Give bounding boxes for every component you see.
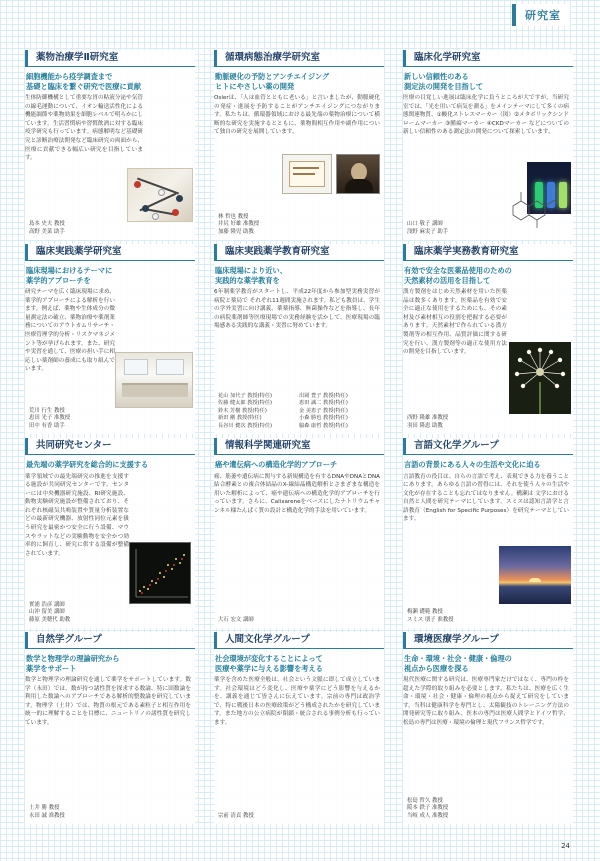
staff-member: 花山 加代子 教授(特任) bbox=[218, 392, 273, 399]
lab-card-joint-research-center bbox=[25, 438, 195, 628]
lab-staff: 土井 勝 教授 永田 誠 准教授 bbox=[29, 805, 65, 819]
lab-subtitle: 動脈硬化の予防とアンチエイジング ヒトにやさしい薬の開発 bbox=[215, 72, 330, 91]
staff-member: 金 美恵子 教授(特任) bbox=[299, 407, 348, 414]
molecule-model-photo bbox=[127, 168, 193, 222]
lab-card-circulatory bbox=[214, 50, 384, 240]
lab-title: 臨床薬学実務教育研究室 bbox=[403, 244, 573, 261]
lab-card-clinical-practice bbox=[25, 244, 195, 434]
lab-title: 臨床実践薬学研究室 bbox=[25, 244, 195, 261]
pharmacy-room-photo bbox=[115, 352, 193, 408]
staff-column-right bbox=[299, 393, 380, 430]
lab-subtitle: 最先端の薬学研究を総合的に支援する bbox=[26, 460, 149, 469]
lab-description: 研究テーマを広く臨床現場に求め、薬学的アプローチによる解析を行います。例えば、薬物や生体成分の微量測定法の確立、薬物治療や薬剤業務についてのアウトカムリサーチ・医療管理学的分析・リスクマネジメント等が挙げられます。また、研究や実習を通して、医療の担い手に相応しい薬剤師の養成にも取り組んでいます。 bbox=[25, 289, 115, 373]
lab-subtitle: 言語の背景にある人々の生活や文化に迫る bbox=[404, 460, 541, 469]
lab-description: 癌、筋萎や遺伝病に関与する新規構造を有するDNAやDNAとDNA結合酵素との複合体結晶のX-線結晶構造解析とさまざまな構造を用いた解析によって、癌や遺伝病への構造化学的アプローチを行っています。さらに、Calixareneをベースにしたナトリウムチャンネル様たんぱく質の設計と構造化学的手法を用いています。 bbox=[214, 473, 380, 514]
lab-card-environmental-medicine bbox=[403, 632, 573, 824]
lab-grid bbox=[25, 50, 573, 824]
lab-description: 言語教育の役目は、自らの言語で考え、表現できる力を養うことにあります。あらゆる言語の習得には、それを使う人々の生活や文化が存在することも忘れてはなりません。構瀬は 文学における自然と人間を研究テーマにしています。スミスは認知言語学と言語教育（English for Specific Purposes）を研究テーマとしています。 bbox=[403, 473, 569, 523]
lab-subtitle: 臨床現場により近い、 実践的な薬学教育を bbox=[215, 266, 287, 285]
lab-description: 生体防御機構として重要な胃の粘液分泌や気管の線毛運動について、イオン輸送活性化による機能調節や薬物効果を細胞レベルで明らかにしています。生活習慣病や習慣飲酒に対する臨床疫学研究も行っています。病態解明など基礎研究と診断治療法開発など臨床研究の両面から、医療に貢献できる幅広い研究を目指しています。 bbox=[25, 95, 143, 162]
lab-staff: 實浦 浩彦 講師 山沖 留美 講師 藤原 美穂代 助教 bbox=[29, 601, 71, 623]
lab-subtitle: 癌や遺伝病への構造化学的アプローチ bbox=[215, 460, 338, 469]
lab-description: 薬学領域での最先端研究の推進を支援する施設が共同研究センターです。センターには中央機器研究施設、RI研究施設、動物実験研究施設が整備されており、それぞれ核磁気共鳴装置や質量分析装置などの最新研究機器、放射性同位元素を扱う研究を最密かつ安全に行う設備、マウスやラットなどの実験動物を安全かつ効率的に飼育し、研究に供する設備が整備されています。 bbox=[25, 473, 129, 557]
lab-subtitle: 社会環境が変化することによって 医療や薬学に与える影響を考える bbox=[215, 654, 323, 673]
lab-staff: 西野 隆雄 准教授 羽田 隆恵 助教 bbox=[407, 415, 449, 429]
lab-card-natural-science bbox=[25, 632, 195, 824]
lab-description: 薬学を含めた医療全般は、社会という文脈に即して成立しています。社会環境はどう変化し、医療や薬学にどう影響を与えるかを、講義を通じて皆さんに伝えています。宗前の専門は政治学で、特に戦後日本の医療政策がどう構成されたかを研究しています。また地方の公立病院が閉鎖・統合される事例分析も行っています。 bbox=[214, 677, 380, 726]
lab-staff: 大石 宏文 講師 bbox=[218, 616, 254, 623]
lab-subtitle: 新しい信頼性のある 測定法の開発を目指して bbox=[404, 72, 484, 91]
staff-member: 出岡 豊子 教授(特任) bbox=[299, 392, 348, 399]
lab-description: 漢方製剤をはじめ天然素材を用いた医薬品は数多くあります。医薬品を有効で安全に適正な使用をするためにも、その素材及び素材相互の役割を把握する必要があります。天然素材で作られている漢方製剤等の相互作用、品質評価に関する研究を行い、漢方製剤等の適正な使用方法の開発を目指しています。 bbox=[403, 289, 507, 356]
lab-card-human-culture bbox=[214, 632, 384, 824]
staff-member: 小森 勝也 教授(特任) bbox=[299, 415, 348, 422]
staff-member: 長谷川 健次 教授(特任) bbox=[218, 422, 273, 429]
lab-title: 環境医療学グループ bbox=[403, 632, 573, 649]
header-band bbox=[0, 0, 600, 18]
lab-description: 現代医療に関する研究は、医療専門家だけではなく、専門の枠を超えた学際的取り組みを必要とします。私たちは、医療を広く生命・環境・社会・健康・倫理の視点から捉えて研究をしています。当科は健康科学を専門とし、太陽観技のトレーニング方法の開発研究等に取り組み、医本の専門は医療人間学とドイツ哲学、松島の専門は医療・環境の倫理と現代フランス哲学です。 bbox=[403, 677, 569, 726]
lab-title: 循環病態治療学研究室 bbox=[214, 50, 384, 67]
lab-subtitle: 生命・環境・社会・健康・倫理の 視点から医療を探る bbox=[404, 654, 512, 673]
staff-member: 佐藤 健太郎 教授(特任) bbox=[218, 400, 273, 407]
lab-staff: 梅瀬 礎範 教授 スミス 朋子 准教授 bbox=[407, 609, 454, 623]
sunset-photo bbox=[499, 546, 571, 604]
lab-title: 臨床化学研究室 bbox=[403, 50, 573, 67]
lab-card-language-culture bbox=[403, 438, 573, 628]
molecular-structure-diagram bbox=[503, 184, 563, 232]
lab-subtitle: 数学と物理学の理論研究から 薬学をサポート bbox=[26, 654, 120, 673]
allium-flower-photo bbox=[509, 342, 571, 414]
lab-description: 医療の目覚しい進展は臨床化学に負うところが大ですが、当研究室では、「光を用いて病気を測る」をメインテーマにして多くの病態関連物質、①酸化ストレスマーカー（図）②メタボリックシンドロームマーカー ③腫瘍マーカー ④CKDマーカー などについての新しい信頼性のある測定法の開発について探索しています。 bbox=[403, 95, 569, 136]
lab-description: Oslerは、「人は血管とともに老いる」と言いましたが、動脈硬化の発症・進展を予防することがアンチエイジングにつながります。私たちは、循環器領域における最先端の薬物治療について横断的な研究を実施するとともに、薬物間相互作用や副作用について独自の研究を展開しています。 bbox=[214, 95, 380, 136]
lab-title: 共同研究センター bbox=[25, 438, 195, 455]
spectrum-graph-photo bbox=[129, 542, 191, 604]
lab-staff: 山口 敬子 講師 浅野 麻実子 助手 bbox=[407, 221, 449, 235]
lab-subtitle: 細胞機能から疫学調査まで 基礎と臨床を繋ぐ研究で医療に貢献 bbox=[26, 72, 142, 91]
lab-subtitle: 有効で安全な医薬品使用のための 天然素材の活用を目指して bbox=[404, 266, 512, 285]
lab-title: 臨床実践薬学教育研究室 bbox=[214, 244, 384, 261]
staff-member: 恵田 誠二 教授(特任) bbox=[299, 400, 348, 407]
lab-card-pharmacotherapy2 bbox=[25, 50, 195, 240]
lab-description: 数学と物理学の理論研究を通して薬学をサポートしています。数学（永田）では、数が持つ諸性質を探求する数論、特に固数論を利用した数論へのアプローチである解析的整数論を研究しています。物理学（土井）では、物質の根元である素粒子と相互作用を統一的に理解することを目標に、ニュートリノの諸性質を研究しています。 bbox=[25, 677, 191, 726]
lab-card-informatics bbox=[214, 438, 384, 628]
lab-staff: 島本 史夫 教授 高野 美菜 助手 bbox=[29, 221, 65, 235]
lab-subtitle: 臨床現場におけるテーマに 薬学的アプローチを bbox=[26, 266, 113, 285]
staff-member: 新田 剛 教授(特任) bbox=[218, 415, 262, 422]
lab-staff: 宗前 清貞 教授 bbox=[218, 812, 254, 819]
lab-card-clinical-pharmacy-practice bbox=[403, 244, 573, 434]
section-label: 研究室 bbox=[525, 9, 561, 22]
lab-staff: 林 哲也 教授 井尻 好雄 准教授 加藤 隆児 助教 bbox=[218, 213, 260, 235]
lab-staff: 松島 哲久 教授 阪本 鉄子 准教授 当岐 成人 准教授 bbox=[407, 797, 449, 819]
lab-staff: 荒川 行生 教授 恵田 光子 准教授 田中 有香 助手 bbox=[29, 407, 71, 429]
lab-title: 言語文化学グループ bbox=[403, 438, 573, 455]
lab-staff bbox=[218, 393, 380, 430]
staff-member: 鈴木 芳樹 教授(特任) bbox=[218, 407, 267, 414]
lab-title: 情報科学関連研究室 bbox=[214, 438, 384, 455]
lab-title: 薬物治療学Ⅱ研究室 bbox=[25, 50, 195, 67]
lab-description: 6年制薬学教育がスタートし、平成22年度から参加型実務実習が病院と薬局で それぞれ11週間実施されます。私ども教員は、学生の学外実習に向け講義、薬薬指導、無菌操作などを指導し、長年の病院薬剤師等医療現場での実務経験を活かして、医療現場の臨場感ある実践的な講義・実習に努めています。 bbox=[214, 289, 380, 330]
lab-card-clinical-practice-education bbox=[214, 244, 384, 434]
lab-card-clinical-chemistry bbox=[403, 50, 573, 240]
lab-title: 自然学グループ bbox=[25, 632, 195, 649]
page-number: 24 bbox=[561, 842, 570, 850]
staff-column-left bbox=[218, 393, 299, 430]
staff-member: 脇森 康哲 教授(特任) bbox=[299, 422, 348, 429]
section-tag bbox=[512, 4, 570, 26]
lab-title: 人間文化学グループ bbox=[214, 632, 384, 649]
